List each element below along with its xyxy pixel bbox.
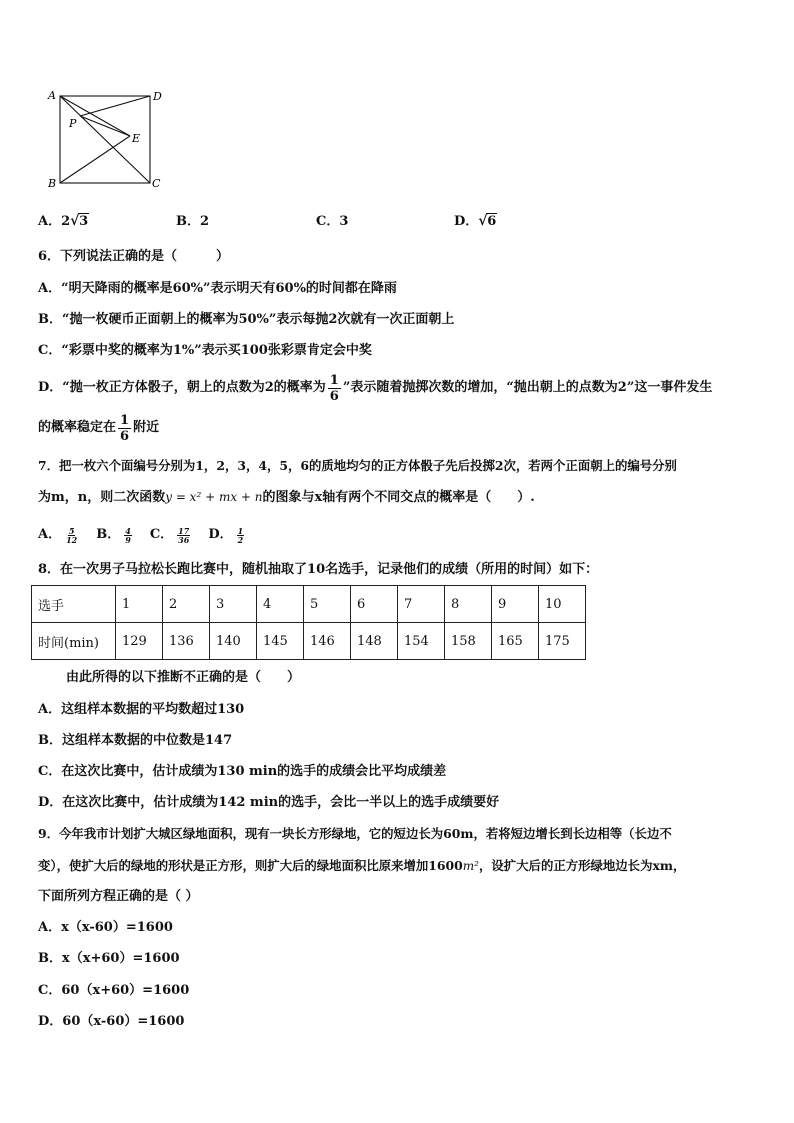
option-d-text-4: 附近 — [133, 420, 160, 435]
label-d: D — [153, 90, 162, 103]
q8-option-b: B．这组样本数据的中位数是147 — [38, 733, 233, 748]
area-unit: m² — [462, 859, 479, 873]
table-cell: 136 — [163, 623, 210, 660]
q8-stem: 8．在一次男子马拉松长跑比赛中，随机抽取了10名选手，记录他们的成绩（所用的时间）如下： — [38, 562, 599, 577]
option-letter: B． — [96, 527, 121, 542]
table-cell: 146 — [304, 623, 351, 660]
table-cell: 5 — [304, 586, 351, 623]
option-letter: A． — [38, 527, 62, 542]
q6-option-a: A．“明天降雨的概率是60%”表示明天有60%的时间都在降雨 — [38, 281, 397, 296]
q7-options — [38, 520, 248, 550]
option-d-text-1: D．“抛一枚正方体骰子，朝上的点数为2的概率为 — [38, 380, 326, 395]
denominator: 36 — [178, 534, 190, 545]
table-cell: 158 — [445, 623, 492, 660]
table-header-time: 时间(min) — [32, 623, 116, 660]
table-cell: 140 — [210, 623, 257, 660]
table-cell: 8 — [445, 586, 492, 623]
numerator: 1 — [329, 372, 339, 388]
fraction — [65, 527, 78, 544]
table-cell: 4 — [257, 586, 304, 623]
q6-option-c: C．“彩票中奖的概率为1%”表示买100张彩票肯定会中奖 — [38, 343, 372, 358]
fraction — [124, 527, 132, 544]
sqrt-symbol — [478, 213, 497, 231]
fraction-one-sixth — [118, 414, 131, 443]
table-cell: 2 — [163, 586, 210, 623]
segment-pd — [80, 96, 150, 116]
table-cell: 3 — [210, 586, 257, 623]
denominator: 12 — [66, 534, 78, 545]
q8-sub-question: 由此所得的以下推断不正确的是（ ） — [66, 670, 301, 685]
option-letter: D． — [208, 527, 233, 542]
q9-text-1: 变），使扩大后的绿地的形状是正方形，则扩大后的绿地面积比原来增加1600 — [38, 858, 463, 873]
table-cell: 6 — [351, 586, 398, 623]
option-letter: C． — [316, 214, 340, 229]
table-cell: 175 — [539, 623, 586, 660]
option-d-text-2: ”表示随着抛掷次数的增加，“抛出朝上的点数为2”这一事件发生 — [342, 380, 713, 395]
table-cell: 9 — [492, 586, 539, 623]
numerator: 5 — [68, 525, 75, 536]
radicand: 3 — [79, 214, 89, 229]
label-e: E — [132, 132, 141, 145]
q5-option-c — [316, 213, 348, 231]
table-row — [32, 623, 586, 660]
denominator: 9 — [125, 534, 131, 545]
q5-option-a — [38, 213, 89, 231]
quadratic-formula: y = x² + mx + n — [165, 490, 263, 504]
table-cell: 10 — [539, 586, 586, 623]
option-text: 3 — [339, 214, 349, 229]
option-letter: B． — [176, 214, 200, 229]
q9-text-2: ，设扩大后的正方形绿地边长为xm， — [479, 858, 686, 873]
option-text: 2 — [200, 214, 210, 229]
numerator: 1 — [237, 525, 244, 536]
option-letter: A． — [38, 214, 62, 229]
numerator: 17 — [178, 525, 190, 536]
segment-be — [60, 136, 130, 183]
q9-stem-line2 — [38, 857, 685, 875]
q9-option-d: D．60（x-60）=1600 — [38, 1014, 185, 1029]
numerator: 1 — [120, 412, 130, 428]
q7-stem-line1: 7．把一枚六个面编号分别为1，2，3，4，5，6的质地均匀的正方体骰子先后投掷2次，若两个正面朝上的编号分别 — [38, 458, 677, 473]
label-a: A — [48, 89, 56, 102]
q7-text-2: 的图象与x轴有两个不同交点的概率是（ ）. — [262, 490, 535, 505]
label-b: B — [48, 177, 57, 190]
option-coefficient: 2 — [61, 214, 71, 229]
square-figure — [44, 86, 164, 190]
q8-option-c: C．在这次比赛中，估计成绩为130 min的选手的成绩会比平均成绩差 — [38, 764, 447, 779]
q9-option-b: B．x（x+60）=1600 — [38, 951, 180, 966]
label-p: P — [69, 117, 77, 130]
table-cell: 154 — [398, 623, 445, 660]
q6-option-d-line2 — [38, 410, 159, 446]
table-header-player: 选手 — [32, 586, 116, 623]
table-cell: 129 — [116, 623, 163, 660]
table-cell: 148 — [351, 623, 398, 660]
denominator: 2 — [237, 534, 244, 545]
label-c: C — [152, 177, 161, 190]
q8-option-d: D．在这次比赛中，估计成绩为142 min的选手，会比一半以上的选手成绩要好 — [38, 795, 500, 810]
numerator: 4 — [125, 525, 131, 536]
q7-stem-line2 — [38, 488, 535, 507]
marathon-table — [31, 585, 586, 660]
sqrt-symbol — [70, 213, 89, 231]
denominator: 6 — [120, 428, 130, 444]
q6-option-d — [38, 370, 712, 406]
table-cell: 1 — [116, 586, 163, 623]
q5-option-d — [454, 213, 497, 231]
q9-stem-line3: 下面所列方程正确的是（ ） — [38, 889, 199, 904]
q6-stem: 6．下列说法正确的是（ ） — [38, 249, 230, 264]
q9-option-a: A．x（x-60）=1600 — [38, 920, 173, 935]
fraction — [177, 527, 190, 544]
denominator: 6 — [329, 388, 339, 404]
radicand: 6 — [487, 214, 497, 229]
table-cell: 7 — [398, 586, 445, 623]
table-row — [32, 586, 586, 623]
option-letter: C． — [149, 527, 174, 542]
table-cell: 145 — [257, 623, 304, 660]
fraction-one-sixth — [328, 374, 341, 403]
q9-option-c: C．60（x+60）=1600 — [38, 983, 190, 998]
option-d-text-3: 的概率稳定在 — [38, 420, 117, 435]
q9-stem-line1: 9．今年我市计划扩大城区绿地面积，现有一块长方形绿地，它的短边长为60m，若将短边增长到长边相等（长边不 — [38, 826, 672, 841]
q7-text-1: 为m，n，则二次函数 — [38, 490, 166, 505]
fraction — [237, 527, 245, 544]
q6-option-b: B．“抛一枚硬币正面朝上的概率为50%”表示每抛2次就有一次正面朝上 — [38, 312, 455, 327]
table-cell: 165 — [492, 623, 539, 660]
option-letter: D． — [454, 214, 479, 229]
q8-option-a: A．这组样本数据的平均数超过130 — [38, 702, 245, 717]
segment-pe — [80, 116, 130, 136]
q5-option-b — [176, 213, 209, 231]
